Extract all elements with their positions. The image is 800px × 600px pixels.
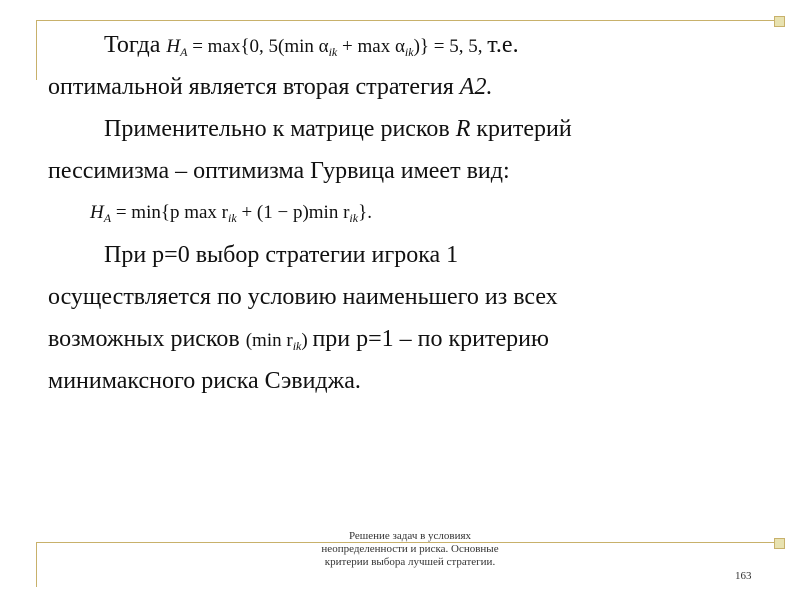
page-number: 163 bbox=[735, 570, 752, 582]
para3-line2: осуществляется по условию наименьшего из всех bbox=[48, 284, 558, 310]
para2-line1: Применительно к матрице рисков R критерий bbox=[104, 116, 572, 142]
para3-line4: минимаксного риска Сэвиджа. bbox=[48, 368, 361, 394]
footer-rule-cap bbox=[774, 538, 785, 549]
para2-line2: пессимизма – оптимизма Гурвица имеет вид: bbox=[48, 158, 510, 184]
footer-caption: Решение задач в условиях неопределенности и риска. Основные критерии выбора лучшей стратегии. bbox=[321, 530, 499, 568]
para3-line3: возможных рисков (min $r_{ik}$) при p=1 – по критерию bbox=[48, 326, 549, 353]
para1-lead: Тогда bbox=[104, 32, 161, 58]
strategy-a2: A2. bbox=[459, 74, 493, 100]
para1-line2: оптимальной является вторая стратегия A2. bbox=[48, 74, 493, 100]
para3-line1: При p=0 выбор стратегии игрока 1 bbox=[104, 242, 459, 268]
formula-ha-max: $H_A = \max\{0$, 5(min $\alpha_{ik} + \max \alpha_{ik})\} = 5$, 5, bbox=[166, 36, 483, 59]
para1-line1 bbox=[104, 30, 519, 67]
matrix-r: R bbox=[455, 116, 471, 142]
formula-min-r: (min $r_{ik}$) bbox=[245, 330, 308, 353]
formula-hurwicz: $H_A = \min\{p$ $\max r_{ik} + (1 - p)\min$ $r_{ik}$}. bbox=[90, 202, 372, 225]
footer-left-rule bbox=[36, 542, 37, 587]
para1-tail: т.е. bbox=[487, 32, 519, 58]
